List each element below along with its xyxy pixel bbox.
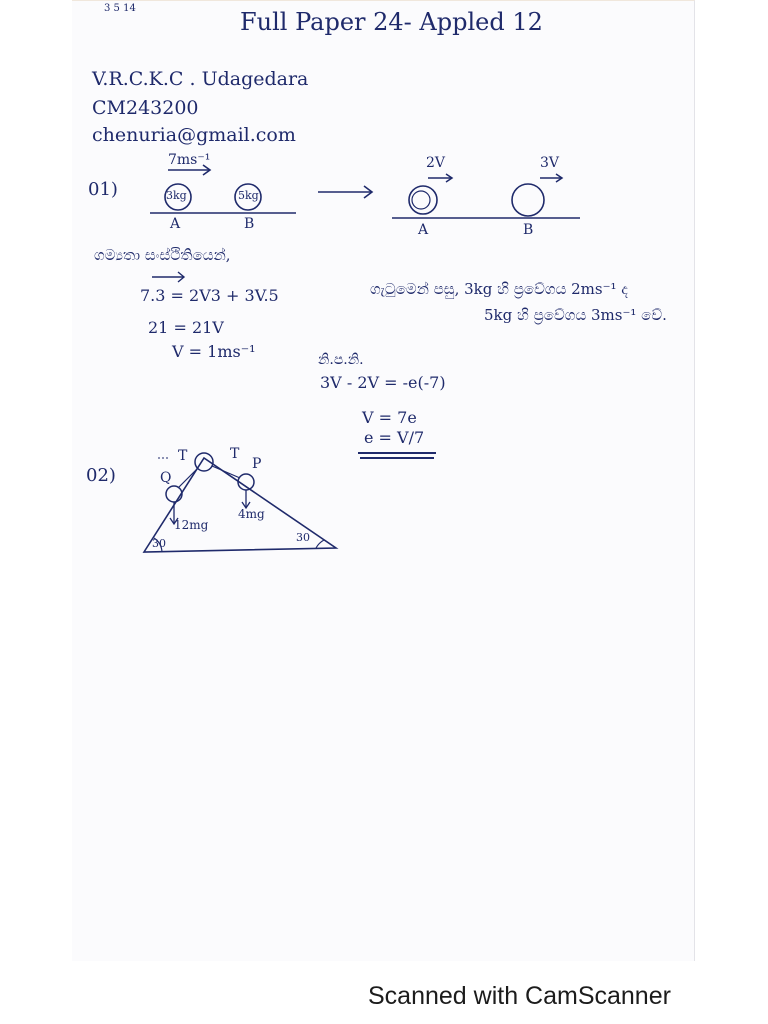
particle-q-label: Q xyxy=(160,470,172,486)
tension-right-label: T xyxy=(230,446,240,462)
q1-after-diagram xyxy=(390,150,590,230)
angle-arc-right xyxy=(316,540,324,548)
student-email: chenuria@gmail.com xyxy=(92,124,296,146)
momentum-direction-arrow xyxy=(150,270,190,284)
after-ball-a-label: A xyxy=(418,222,429,238)
momentum-simplified: 21 = 21V xyxy=(148,318,224,337)
answer-underline-2 xyxy=(360,457,434,459)
camscanner-watermark: Scanned with CamScanner xyxy=(368,982,671,1010)
question-1-number: 01) xyxy=(88,179,118,200)
ball-a-label: A xyxy=(170,216,181,232)
after-velocity-b-label: 3V xyxy=(540,155,560,171)
after-ball-b xyxy=(512,184,544,216)
after-ball-b-label: B xyxy=(523,222,534,238)
tension-left-label: T xyxy=(178,448,188,464)
after-ball-a-inner xyxy=(412,191,430,209)
paper-title: Full Paper 24- Appled 12 xyxy=(240,8,543,36)
particle-q xyxy=(166,486,182,502)
angle-left-label: 30 xyxy=(152,537,166,550)
answer-underline-1 xyxy=(358,452,436,454)
student-name: V.R.C.K.C . Udagedara xyxy=(92,68,309,90)
q1-conclusion-line-2: 5kg හි ප්‍රවේගය 3ms⁻¹ වේ. xyxy=(484,306,667,324)
ball-b-label: B xyxy=(244,216,255,232)
question-2-number: 02) xyxy=(86,465,116,486)
restitution-equation: 3V - 2V = -e(-7) xyxy=(320,373,446,392)
q2-wedge-diagram xyxy=(140,448,360,558)
initial-velocity-label: 7ms⁻¹ xyxy=(168,152,211,168)
corner-mark: 3 5 14 xyxy=(104,3,136,14)
q1-conclusion-line-1: ගැටුමෙන් පසු, 3kg හි ප්‍රවේගය 2ms⁻¹ ද xyxy=(370,280,628,298)
string-left xyxy=(178,468,198,488)
string-right xyxy=(212,466,240,478)
restitution-solution-v: V = 7e xyxy=(362,408,417,427)
particle-p-label: P xyxy=(252,456,262,472)
student-index: CM243200 xyxy=(92,97,199,119)
momentum-principle-heading: ගම්‍යතා සංස්ථිතියෙන්, xyxy=(94,246,231,264)
momentum-equation: 7.3 = 2V3 + 3V.5 xyxy=(140,286,279,305)
mass-a-label: 3kg xyxy=(166,189,187,202)
mass-b-label: 5kg xyxy=(238,189,259,202)
angle-right-label: 30 xyxy=(296,531,310,544)
velocity-result: V = 1ms⁻¹ xyxy=(172,342,256,361)
after-ball-a xyxy=(409,186,437,214)
restitution-heading: නි.ප.නි. xyxy=(318,352,364,368)
weight-right-label: 4mg xyxy=(238,507,265,521)
q1-transition-arrow xyxy=(316,182,376,202)
weight-left-label: 12mg xyxy=(174,518,209,532)
restitution-solution-e: e = V/7 xyxy=(364,428,425,447)
after-velocity-a-label: 2V xyxy=(426,155,446,171)
